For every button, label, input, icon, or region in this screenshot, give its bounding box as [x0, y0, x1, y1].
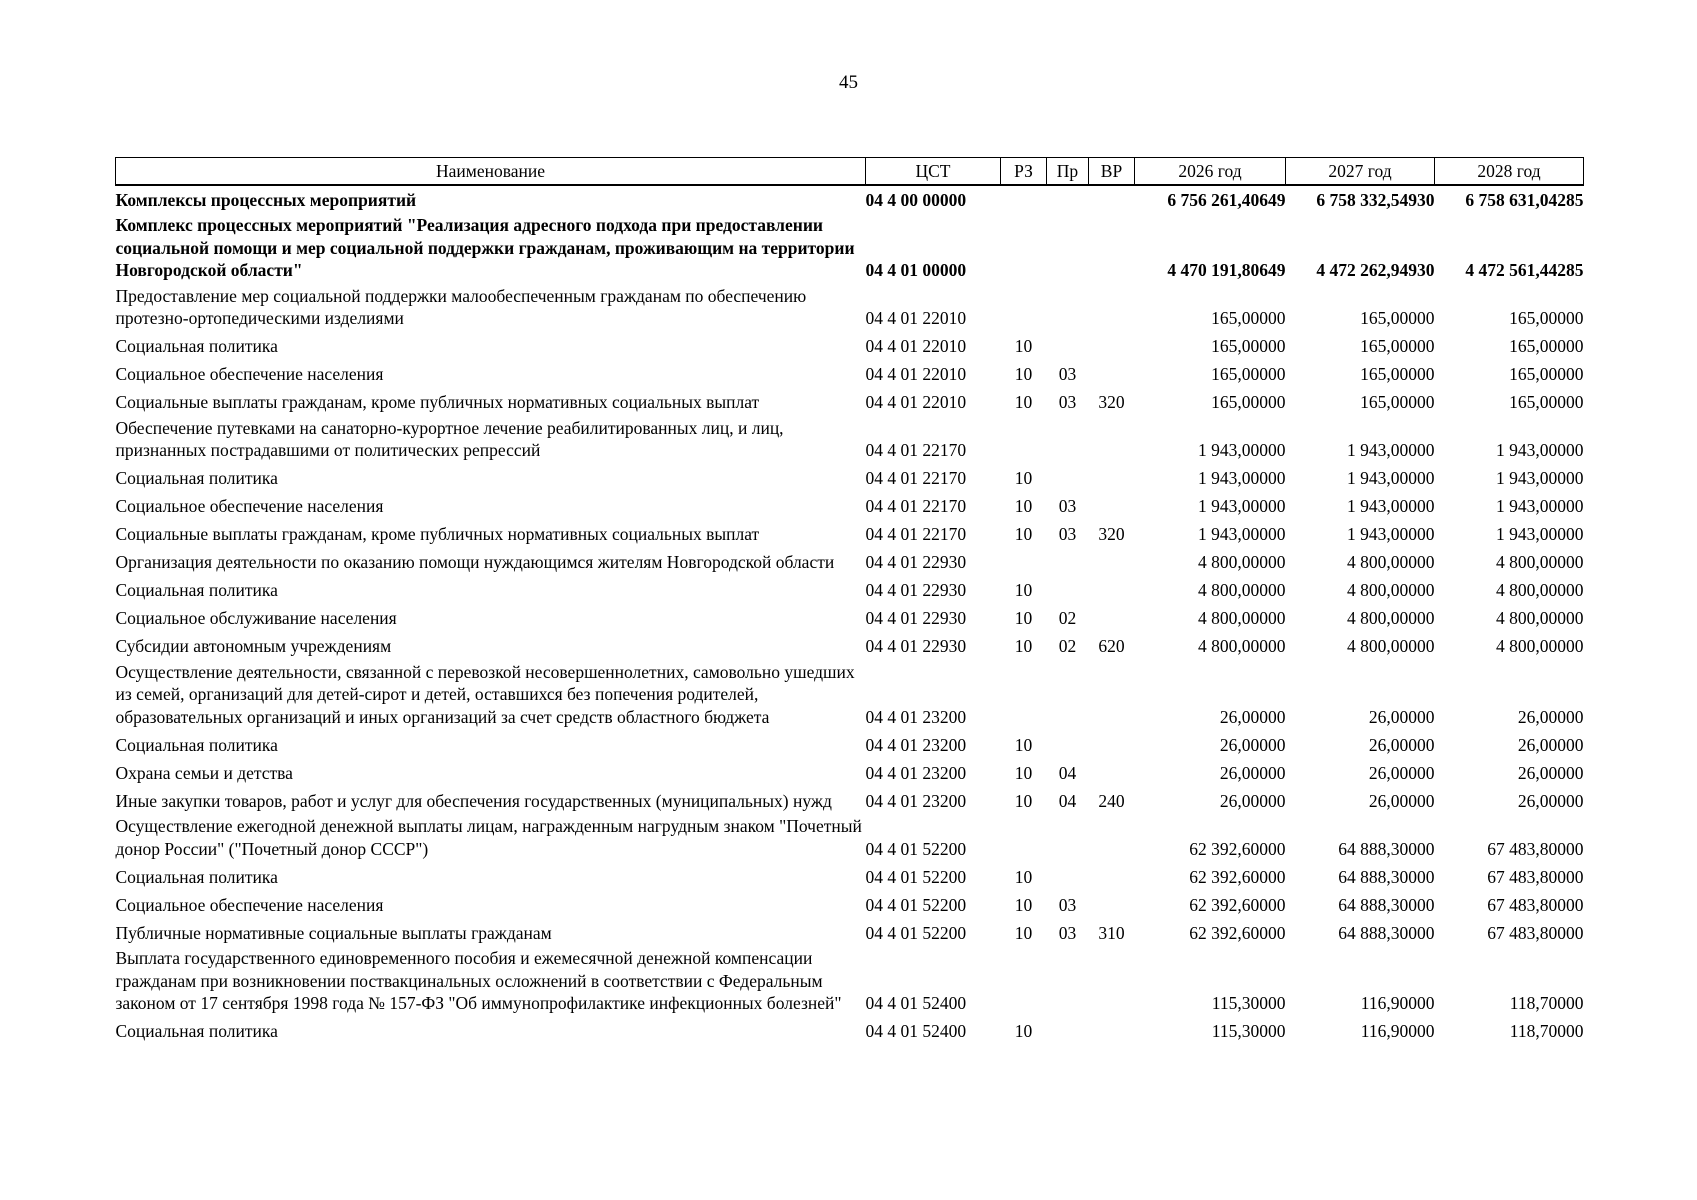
cell-2027: 1 943,00000 — [1347, 440, 1435, 460]
cell-2027: 26,00000 — [1368, 790, 1435, 811]
cell-vr — [1089, 417, 1135, 465]
cell-pr: 03 — [1058, 496, 1077, 516]
cell-2028: 1 943,00000 — [1496, 524, 1584, 544]
cell-2026: 4 800,00000 — [1198, 608, 1286, 628]
cell-cst: 04 4 01 22170 — [865, 440, 967, 460]
cell-name: Охрана семьи и детства — [115, 762, 293, 783]
cell-vr — [1089, 333, 1135, 361]
cell-2028: 67 483,80000 — [1487, 838, 1584, 859]
cell-name: Социальная политика — [115, 580, 278, 600]
cell-rz: 10 — [1014, 364, 1033, 384]
cell-vr — [1089, 214, 1135, 285]
cell-2026: 26,00000 — [1219, 762, 1286, 783]
table-row — [116, 285, 1584, 333]
cell-rz — [1001, 417, 1047, 465]
cell-2026: 6 756 261,40649 — [1167, 189, 1286, 210]
cell-cst: 04 4 01 52400 — [865, 1021, 967, 1041]
cell-2028: 1 943,00000 — [1496, 468, 1584, 488]
cell-vr — [1089, 759, 1135, 787]
cell-name: Социальная политика — [115, 468, 278, 488]
cell-2027: 165,00000 — [1360, 364, 1435, 384]
cell-2028: 118,70000 — [1509, 993, 1584, 1013]
cell-cst: 04 4 01 23200 — [865, 734, 967, 755]
cell-2028: 67 483,80000 — [1487, 866, 1584, 887]
cell-2026: 4 470 191,80649 — [1167, 260, 1286, 280]
table-row — [116, 947, 1584, 1018]
cell-2026: 165,00000 — [1211, 364, 1286, 384]
cell-cst: 04 4 01 22010 — [865, 308, 967, 328]
cell-cst: 04 4 01 00000 — [865, 260, 967, 280]
cell-2026: 62 392,60000 — [1189, 894, 1286, 915]
cell-rz: 10 — [1014, 524, 1033, 544]
cell-name: Социальное обеспечение населения — [115, 364, 384, 384]
table-row — [116, 185, 1584, 214]
cell-pr — [1047, 214, 1089, 285]
cell-2027: 116,90000 — [1360, 1021, 1435, 1041]
cell-pr — [1047, 549, 1089, 577]
cell-vr — [1089, 947, 1135, 1018]
table-row — [116, 731, 1584, 759]
cell-2027: 26,00000 — [1368, 706, 1435, 727]
cell-2028: 4 800,00000 — [1496, 608, 1584, 628]
cell-name: Социальное обеспечение населения — [115, 496, 384, 516]
cell-rz: 10 — [1014, 762, 1033, 783]
cell-2027: 4 800,00000 — [1347, 636, 1435, 656]
cell-vr: 620 — [1098, 636, 1125, 656]
cell-name: Выплата государственного единовременного пособия и ежемесячной денежной компенсации гражданам при возникновении поствакцинальных осложнений в соответствии с Федеральным законом от 17 сентября 1998 года № 157-ФЗ "Об иммунопрофилактике инфекционных болезней" — [115, 948, 842, 1013]
table-row — [116, 1018, 1584, 1046]
cell-pr — [1047, 1018, 1089, 1046]
table-row — [116, 521, 1584, 549]
cell-rz: 10 — [1014, 1021, 1033, 1041]
cell-2027: 64 888,30000 — [1338, 922, 1435, 943]
table-row — [116, 493, 1584, 521]
cell-2027: 64 888,30000 — [1338, 894, 1435, 915]
cell-2026: 26,00000 — [1219, 790, 1286, 811]
cell-vr: 240 — [1098, 790, 1125, 811]
cell-rz — [1001, 661, 1047, 732]
cell-name: Социальная политика — [115, 866, 278, 887]
cell-rz: 10 — [1014, 336, 1033, 356]
cell-cst: 04 4 01 52200 — [865, 838, 967, 859]
cell-2028: 67 483,80000 — [1487, 894, 1584, 915]
cell-cst: 04 4 01 22930 — [865, 580, 967, 600]
cell-2026: 4 800,00000 — [1198, 636, 1286, 656]
cell-2027: 4 800,00000 — [1347, 552, 1435, 572]
cell-2028: 4 800,00000 — [1496, 580, 1584, 600]
cell-2027: 1 943,00000 — [1347, 524, 1435, 544]
cell-pr — [1047, 465, 1089, 493]
table-row — [116, 577, 1584, 605]
cell-vr: 310 — [1098, 922, 1125, 943]
table-body — [116, 185, 1584, 1046]
cell-name: Публичные нормативные социальные выплаты гражданам — [115, 922, 552, 943]
cell-pr — [1047, 731, 1089, 759]
cell-vr — [1089, 361, 1135, 389]
cell-pr — [1047, 815, 1089, 863]
cell-cst: 04 4 01 22170 — [865, 468, 967, 488]
table-row — [116, 815, 1584, 863]
cell-2026: 115,30000 — [1211, 993, 1286, 1013]
cell-rz: 10 — [1014, 608, 1033, 628]
cell-2026: 1 943,00000 — [1198, 524, 1286, 544]
cell-2026: 165,00000 — [1211, 336, 1286, 356]
cell-name: Социальные выплаты гражданам, кроме публичных нормативных социальных выплат — [115, 524, 760, 544]
cell-name: Предоставление мер социальной поддержки малообеспеченным гражданам по обеспечению протезно-ортопедическими изделиями — [115, 285, 807, 328]
cell-2027: 26,00000 — [1368, 762, 1435, 783]
table-row — [116, 661, 1584, 732]
cell-name: Социальная политика — [115, 734, 278, 755]
cell-pr — [1047, 863, 1089, 891]
cell-cst: 04 4 01 52400 — [865, 993, 967, 1013]
cell-rz: 10 — [1014, 866, 1033, 887]
budget-table — [115, 157, 1584, 1046]
cell-2027: 4 472 262,94930 — [1316, 260, 1435, 280]
cell-vr — [1089, 185, 1135, 214]
cell-name: Организация деятельности по оказанию помощи нуждающимся жителям Новгородской области — [115, 552, 835, 572]
cell-rz: 10 — [1014, 392, 1033, 412]
page-number: 45 — [839, 72, 858, 93]
cell-2028: 6 758 631,04285 — [1465, 189, 1584, 210]
cell-name: Социальная политика — [115, 1021, 278, 1041]
cell-rz — [1001, 947, 1047, 1018]
cell-vr: 320 — [1098, 524, 1125, 544]
cell-cst: 04 4 01 22170 — [865, 496, 967, 516]
cell-pr — [1047, 577, 1089, 605]
cell-name: Обеспечение путевками на санаторно-курортное лечение реабилитированных лиц, и лиц, признанных пострадавшими от политических репрессий — [115, 417, 784, 460]
cell-2028: 1 943,00000 — [1496, 496, 1584, 516]
cell-vr — [1089, 891, 1135, 919]
table-row — [116, 389, 1584, 417]
cell-pr — [1047, 661, 1089, 732]
table-row — [116, 549, 1584, 577]
cell-rz — [1001, 214, 1047, 285]
cell-rz: 10 — [1014, 580, 1033, 600]
header-cst: ЦСТ — [866, 158, 1001, 186]
cell-pr — [1047, 185, 1089, 214]
cell-rz: 10 — [1014, 496, 1033, 516]
table-row — [116, 891, 1584, 919]
cell-name: Социальное обеспечение населения — [115, 894, 384, 915]
cell-2027: 26,00000 — [1368, 734, 1435, 755]
cell-name: Комплекс процессных мероприятий "Реализация адресного подхода при предоставлении социальной помощи и мер социальной поддержки гражданам, проживающим на территории Новгородской области" — [115, 215, 855, 280]
cell-vr — [1089, 863, 1135, 891]
table-row — [116, 417, 1584, 465]
cell-2026: 165,00000 — [1211, 308, 1286, 328]
table-row — [116, 759, 1584, 787]
cell-vr — [1089, 549, 1135, 577]
cell-pr: 03 — [1058, 524, 1077, 544]
cell-2028: 165,00000 — [1509, 336, 1584, 356]
cell-2028: 67 483,80000 — [1487, 922, 1584, 943]
cell-2027: 6 758 332,54930 — [1316, 189, 1435, 210]
table-row — [116, 214, 1584, 285]
cell-vr — [1089, 577, 1135, 605]
header-2027: 2027 год — [1286, 158, 1435, 186]
table-row — [116, 465, 1584, 493]
cell-2026: 26,00000 — [1219, 706, 1286, 727]
cell-pr: 02 — [1058, 608, 1077, 628]
cell-cst: 04 4 01 22930 — [865, 636, 967, 656]
cell-2027: 1 943,00000 — [1347, 468, 1435, 488]
cell-rz — [1001, 185, 1047, 214]
cell-pr: 02 — [1058, 636, 1077, 656]
cell-vr — [1089, 605, 1135, 633]
cell-2026: 26,00000 — [1219, 734, 1286, 755]
cell-2028: 26,00000 — [1517, 790, 1584, 811]
cell-rz: 10 — [1014, 734, 1033, 755]
cell-2027: 165,00000 — [1360, 308, 1435, 328]
cell-vr — [1089, 285, 1135, 333]
cell-pr — [1047, 333, 1089, 361]
cell-2027: 64 888,30000 — [1338, 866, 1435, 887]
header-name: Наименование — [116, 158, 866, 186]
table-row — [116, 633, 1584, 661]
cell-2026: 62 392,60000 — [1189, 838, 1286, 859]
cell-2026: 1 943,00000 — [1198, 496, 1286, 516]
cell-vr — [1089, 465, 1135, 493]
cell-name: Комплексы процессных мероприятий — [115, 189, 417, 210]
cell-2027: 4 800,00000 — [1347, 608, 1435, 628]
cell-2026: 62 392,60000 — [1189, 866, 1286, 887]
cell-2026: 115,30000 — [1211, 1021, 1286, 1041]
cell-rz — [1001, 549, 1047, 577]
table-row — [116, 863, 1584, 891]
cell-vr — [1089, 815, 1135, 863]
cell-rz: 10 — [1014, 894, 1033, 915]
cell-2028: 4 472 561,44285 — [1465, 260, 1584, 280]
table-row — [116, 605, 1584, 633]
cell-2026: 1 943,00000 — [1198, 468, 1286, 488]
table-row — [116, 333, 1584, 361]
cell-pr: 04 — [1058, 790, 1077, 811]
header-2026: 2026 год — [1135, 158, 1286, 186]
cell-rz — [1001, 285, 1047, 333]
cell-2027: 116,90000 — [1360, 993, 1435, 1013]
header-pr: Пр — [1047, 158, 1089, 186]
cell-cst: 04 4 01 23200 — [865, 762, 967, 783]
table-row — [116, 919, 1584, 947]
cell-rz: 10 — [1014, 922, 1033, 943]
cell-pr — [1047, 285, 1089, 333]
cell-pr: 03 — [1058, 392, 1077, 412]
cell-cst: 04 4 01 23200 — [865, 790, 967, 811]
cell-name: Субсидии автономным учреждениям — [115, 636, 392, 656]
cell-cst: 04 4 01 52200 — [865, 894, 967, 915]
cell-2027: 64 888,30000 — [1338, 838, 1435, 859]
cell-2026: 4 800,00000 — [1198, 580, 1286, 600]
cell-vr: 320 — [1098, 392, 1125, 412]
cell-rz — [1001, 815, 1047, 863]
cell-cst: 04 4 01 22010 — [865, 336, 967, 356]
cell-pr: 04 — [1058, 762, 1077, 783]
cell-rz: 10 — [1014, 468, 1033, 488]
cell-2027: 165,00000 — [1360, 336, 1435, 356]
cell-cst: 04 4 00 00000 — [865, 189, 967, 210]
cell-pr: 03 — [1058, 364, 1077, 384]
cell-2028: 165,00000 — [1509, 364, 1584, 384]
cell-2026: 4 800,00000 — [1198, 552, 1286, 572]
cell-vr — [1089, 1018, 1135, 1046]
cell-pr: 03 — [1058, 894, 1077, 915]
cell-2026: 62 392,60000 — [1189, 922, 1286, 943]
header-2028: 2028 год — [1435, 158, 1584, 186]
cell-2028: 4 800,00000 — [1496, 552, 1584, 572]
cell-2028: 26,00000 — [1517, 762, 1584, 783]
cell-2028: 118,70000 — [1509, 1021, 1584, 1041]
cell-2027: 165,00000 — [1360, 392, 1435, 412]
cell-vr — [1089, 731, 1135, 759]
header-vr: ВР — [1089, 158, 1135, 186]
cell-cst: 04 4 01 52200 — [865, 866, 967, 887]
cell-cst: 04 4 01 22930 — [865, 608, 967, 628]
cell-2028: 165,00000 — [1509, 392, 1584, 412]
cell-cst: 04 4 01 22010 — [865, 364, 967, 384]
cell-name: Социальное обслуживание населения — [115, 608, 397, 628]
cell-cst: 04 4 01 22930 — [865, 552, 967, 572]
cell-cst: 04 4 01 23200 — [865, 706, 967, 727]
cell-pr — [1047, 417, 1089, 465]
cell-2026: 165,00000 — [1211, 392, 1286, 412]
header-rz: РЗ — [1001, 158, 1047, 186]
cell-vr — [1089, 493, 1135, 521]
cell-2028: 165,00000 — [1509, 308, 1584, 328]
table-header-row — [116, 158, 1584, 186]
cell-name: Социальные выплаты гражданам, кроме публичных нормативных социальных выплат — [115, 392, 760, 412]
cell-name: Осуществление ежегодной денежной выплаты лицам, награжденным нагрудным знаком "Почетный донор России" ("Почетный донор СССР") — [115, 816, 862, 859]
cell-cst: 04 4 01 22170 — [865, 524, 967, 544]
cell-cst: 04 4 01 22010 — [865, 392, 967, 412]
cell-2027: 4 800,00000 — [1347, 580, 1435, 600]
table-row — [116, 361, 1584, 389]
cell-name: Иные закупки товаров, работ и услуг для обеспечения государственных (муниципальных) нужд — [115, 790, 832, 811]
table-row — [116, 787, 1584, 815]
cell-2028: 26,00000 — [1517, 734, 1584, 755]
cell-rz: 10 — [1014, 790, 1033, 811]
cell-2028: 1 943,00000 — [1496, 440, 1584, 460]
cell-name: Социальная политика — [115, 336, 278, 356]
cell-name: Осуществление деятельности, связанной с перевозкой несовершеннолетних, самовольно ушедших из семей, организаций для детей-сирот и детей, оставшихся без попечения родителей, образовательных организаций и иных организаций за счет средств областного бюджета — [115, 661, 855, 727]
cell-2027: 1 943,00000 — [1347, 496, 1435, 516]
cell-vr — [1089, 661, 1135, 732]
cell-2026: 1 943,00000 — [1198, 440, 1286, 460]
cell-pr — [1047, 947, 1089, 1018]
cell-pr: 03 — [1058, 922, 1077, 943]
cell-cst: 04 4 01 52200 — [865, 922, 967, 943]
cell-2028: 26,00000 — [1517, 706, 1584, 727]
cell-rz: 10 — [1014, 636, 1033, 656]
cell-2028: 4 800,00000 — [1496, 636, 1584, 656]
